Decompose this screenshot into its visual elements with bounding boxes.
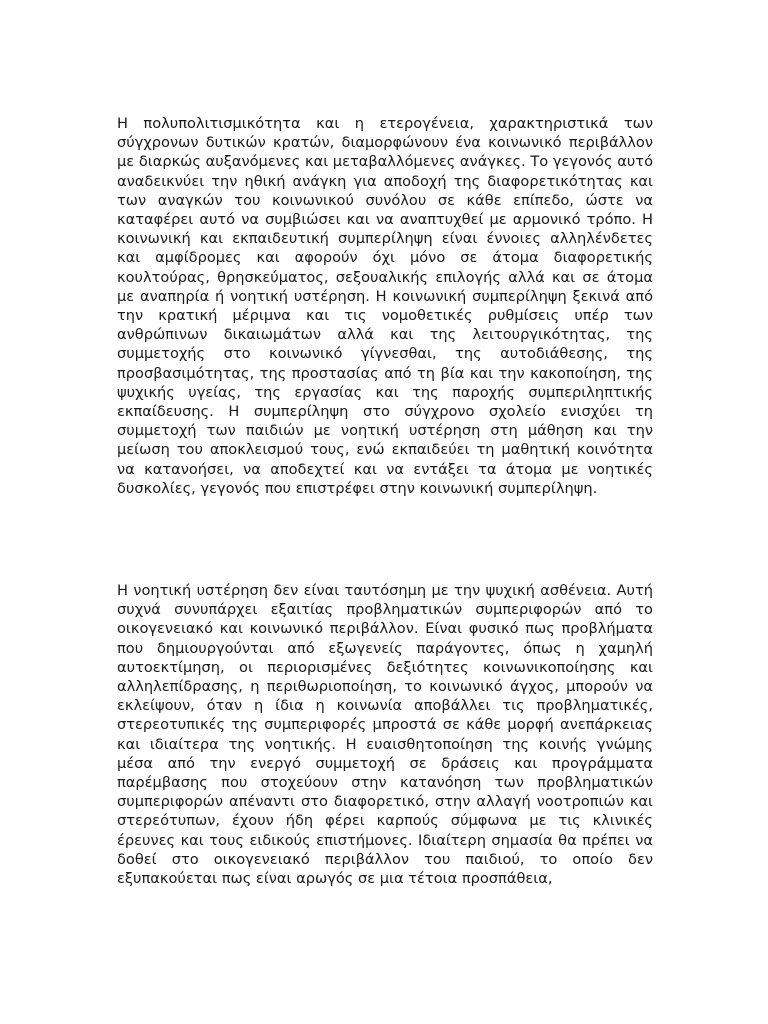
paragraph-intellectual-disability: Η νοητική υστέρηση δεν είναι ταυτόσημη με την ψυχική ασθένεια. Αυτή συχνά συνυπάρχει εξαιτίας προβληματικών συμπεριφορών από το οικογενειακό και κοινωνικό περιβάλλον. Είναι φυσικό πως προβλήματα που δημιουργούνται από εξωγενείς παράγοντες, όπως η χαμηλή αυτοεκτίμηση, οι περιορισμένες δεξιότητες κοινωνικοποίησης και αλληλεπίδρασης, η περιθωριοποίηση, το κοινωνικό άγχος, μπορούν να εκλείψουν, όταν η ίδια η κοινωνία αποβάλλει τις προβληματικές, στερεοτυπικές της συμπεριφορές μπροστά σε κάθε μορφή ανεπάρκειας και ιδιαίτερα της νοητικής. Η ευαισθητοποίηση της κοινής γνώμης μέσα από την ενεργό συμμετοχή σε δράσεις και προγράμματα παρέμβασης που στοχεύουν στην κατανόηση των προβληματικών συμπεριφορών απέναντι στο διαφορετικό, στην αλλαγή νοοτροπιών και στερεότυπων, έχουν ήδη φέρει καρπούς σύμφωνα με τις κλινικές έρευνες και τους ειδικούς επιστήμονες. Ιδιαίτερη σημασία θα πρέπει να δοθεί στο οικογενειακό περιβάλλον του παιδιού, το οποίο δεν εξυπακούεται πως είναι αρωγός σε μια τέτοια προσπάθεια, <box>117 582 653 888</box>
paragraph-multiculturalism: Η πολυπολιτισμικότητα και η ετερογένεια, χαρακτηριστικά των σύγχρονων δυτικών κρατών, διαμορφώνουν ένα κοινωνικό περιβάλλον με διαρκώς αυξανόμενες και μεταβαλλόμενες ανάγκες. Το γεγονός αυτό αναδεικνύει την ηθική ανάγκη για αποδοχή της διαφορετικότητας και των αναγκών του κοινωνικού συνόλου σε κάθε επίπεδο, ώστε να καταφέρει αυτό να συμβιώσει και να αναπτυχθεί με αρμονικό τρόπο. Η κοινωνική και εκπαιδευτική συμπερίληψη είναι έννοιες αλληλένδετες και αμφίδρομες και αφορούν όχι μόνο σε άτομα διαφορετικής κουλτούρας, θρησκεύματος, σεξουαλικής επιλογής αλλά και σε άτομα με αναπηρία ή νοητική υστέρηση. Η κοινωνική συμπερίληψη ξεκινά από την κρατική μέριμνα και τις νομοθετικές ρυθμίσεις υπέρ των ανθρώπινων δικαιωμάτων αλλά και της λειτουργικότητας, της συμμετοχής στο κοινωνικό γίγνεσθαι, της αυτοδιάθεσης, της προσβασιμότητας, της προστασίας από τη βία και την κακοποίηση, της ψυχικής υγείας, της εργασίας και της παροχής συμπεριληπτικής εκπαίδευσης. Η συμπερίληψη στο σύγχρονο σχολείο ενισχύει τη συμμετοχή των παιδιών με νοητική υστέρηση στη μάθηση και την μείωση του αποκλεισμού τους, ενώ εκπαιδεύει τη μαθητική κοινότητα να κατανοήσει, να αποδεχτεί και να εντάξει τα άτομα με νοητικές δυσκολίες, γεγονός που επιστρέφει στην κοινωνική συμπερίληψη. <box>117 115 653 497</box>
